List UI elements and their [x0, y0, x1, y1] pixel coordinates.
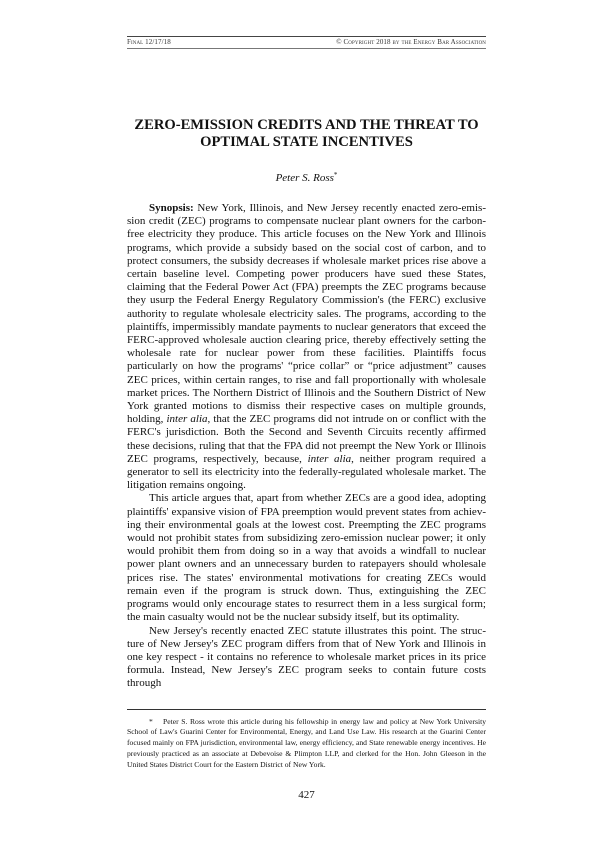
footnote-mark: *: [149, 716, 153, 726]
article-title: [127, 117, 486, 151]
page-number: 427: [298, 788, 315, 801]
footnote-separator: [127, 709, 486, 710]
running-header: [127, 36, 486, 49]
article-body: [127, 202, 486, 691]
title-line-2: OPTIMAL STATE INCENTIVES: [200, 134, 413, 150]
header-draft-date: Final 12/17/18: [127, 38, 171, 46]
synopsis-text-b: , that the ZEC programs did not intrude on or conflict with the FERC's jurisdiction. Both the Second and Seventh Circuits recently affirmed these decisions, ruling that that the FPA did not preempt the New York or Illinois ZEC programs, respectively, because,: [127, 413, 486, 465]
synopsis-paragraph-3: New Jersey's recently enacted ZEC statute illustrates this point. The structure of New Jersey's ZEC program differs from that of New York and Illinois in one key respect - it contains no reference to wholesale market prices in its price formula. Instead, New Jersey's ZEC program seeks to contain future costs through: [127, 624, 486, 690]
synopsis-text-c: , neither program required a generator to sell its electricity into the federally-regulated wholesale market. The litigation remains ongoing.: [127, 452, 486, 492]
synopsis-label: Synopsis:: [149, 202, 194, 214]
footnote: [127, 717, 486, 771]
author-name: Peter S. Ross: [275, 172, 334, 184]
author-byline: [127, 172, 486, 185]
footnote-reference-mark[interactable]: *: [333, 171, 338, 179]
synopsis-italic-2: inter alia: [307, 452, 352, 465]
header-copyright: © Copyright 2018 by the Energy Bar Association: [336, 38, 486, 46]
footnote-text: Peter S. Ross wrote this article during his fellowship in energy law and policy at New York University School of Law's Guarini Center for Environmental, Energy, and Land Use Law. His research at the Guarini Center focused mainly on FPA jurisdiction, environmental law, energy efficiency, and State renewable energy incentives. He previously practiced as an associate at Debevoise & Plimpton LLP, and clerked for the Hon. John Gleeson in the United States District Court for the Eastern District of New York.: [127, 716, 486, 769]
synopsis-italic-1: inter alia: [166, 413, 208, 426]
synopsis-paragraph-1: [127, 202, 486, 492]
title-line-1: ZERO-EMISSION CREDITS AND THE THREAT TO: [134, 117, 479, 133]
synopsis-paragraph-2: This article argues that, apart from whether ZECs are a good idea, adopting plaintiffs' expansive vision of FPA preemption would prevent states from achieving their environmental goals at the lowest cost. Preempting the ZEC programs would not prohibit states from subsidizing zero-emission nuclear power; it only would prohibit them from doing so in a way that avoids a windfall to nuclear power plant owners and an unnecessary burden to ratepayers should wholesale prices rise. The states' environmental motivations for creating ZECs would remain even if the program is struck down. Thus, extinguishing the ZEC programs would only encourage states to resurrect them in a less surgical form; the main casualty would not be the nuclear subsidy itself, but its optimality.: [127, 492, 486, 624]
synopsis-text-a: New York, Illinois, and New Jersey recently enacted zero-emission credit (ZEC) programs to compensate nuclear plant owners for the carbon-free electricity they produce. This article focuses on the New York and Illinois programs, which provide a subsidy based on the social cost of carbon, and to protect consumers, the subsidy decreases if wholesale market prices rise above a certain baseline level. Competing power producers have sued these States, claiming that the Federal Power Act (FPA) preempts the ZEC programs because they usurp the Federal Energy Regulatory Commission's (the FERC) exclusive authority to regulate wholesale electricity sales. The programs, according to the plaintiffs, impermissibly mandate payments to nuclear generators that exceed the FERC-approved wholesale auction clearing price, thereby effectively setting the wholesale rate for nuclear power from these facilities. Plaintiffs focus particularly on how the programs' “price collar” or “price adjustment” causes ZEC prices, within certain ranges, to rise and fall proportionally with wholesale market prices. The Northern District of Illinois and the Southern District of New York granted motions to dismiss their respective cases on multiple grounds, holding,: [127, 202, 486, 426]
